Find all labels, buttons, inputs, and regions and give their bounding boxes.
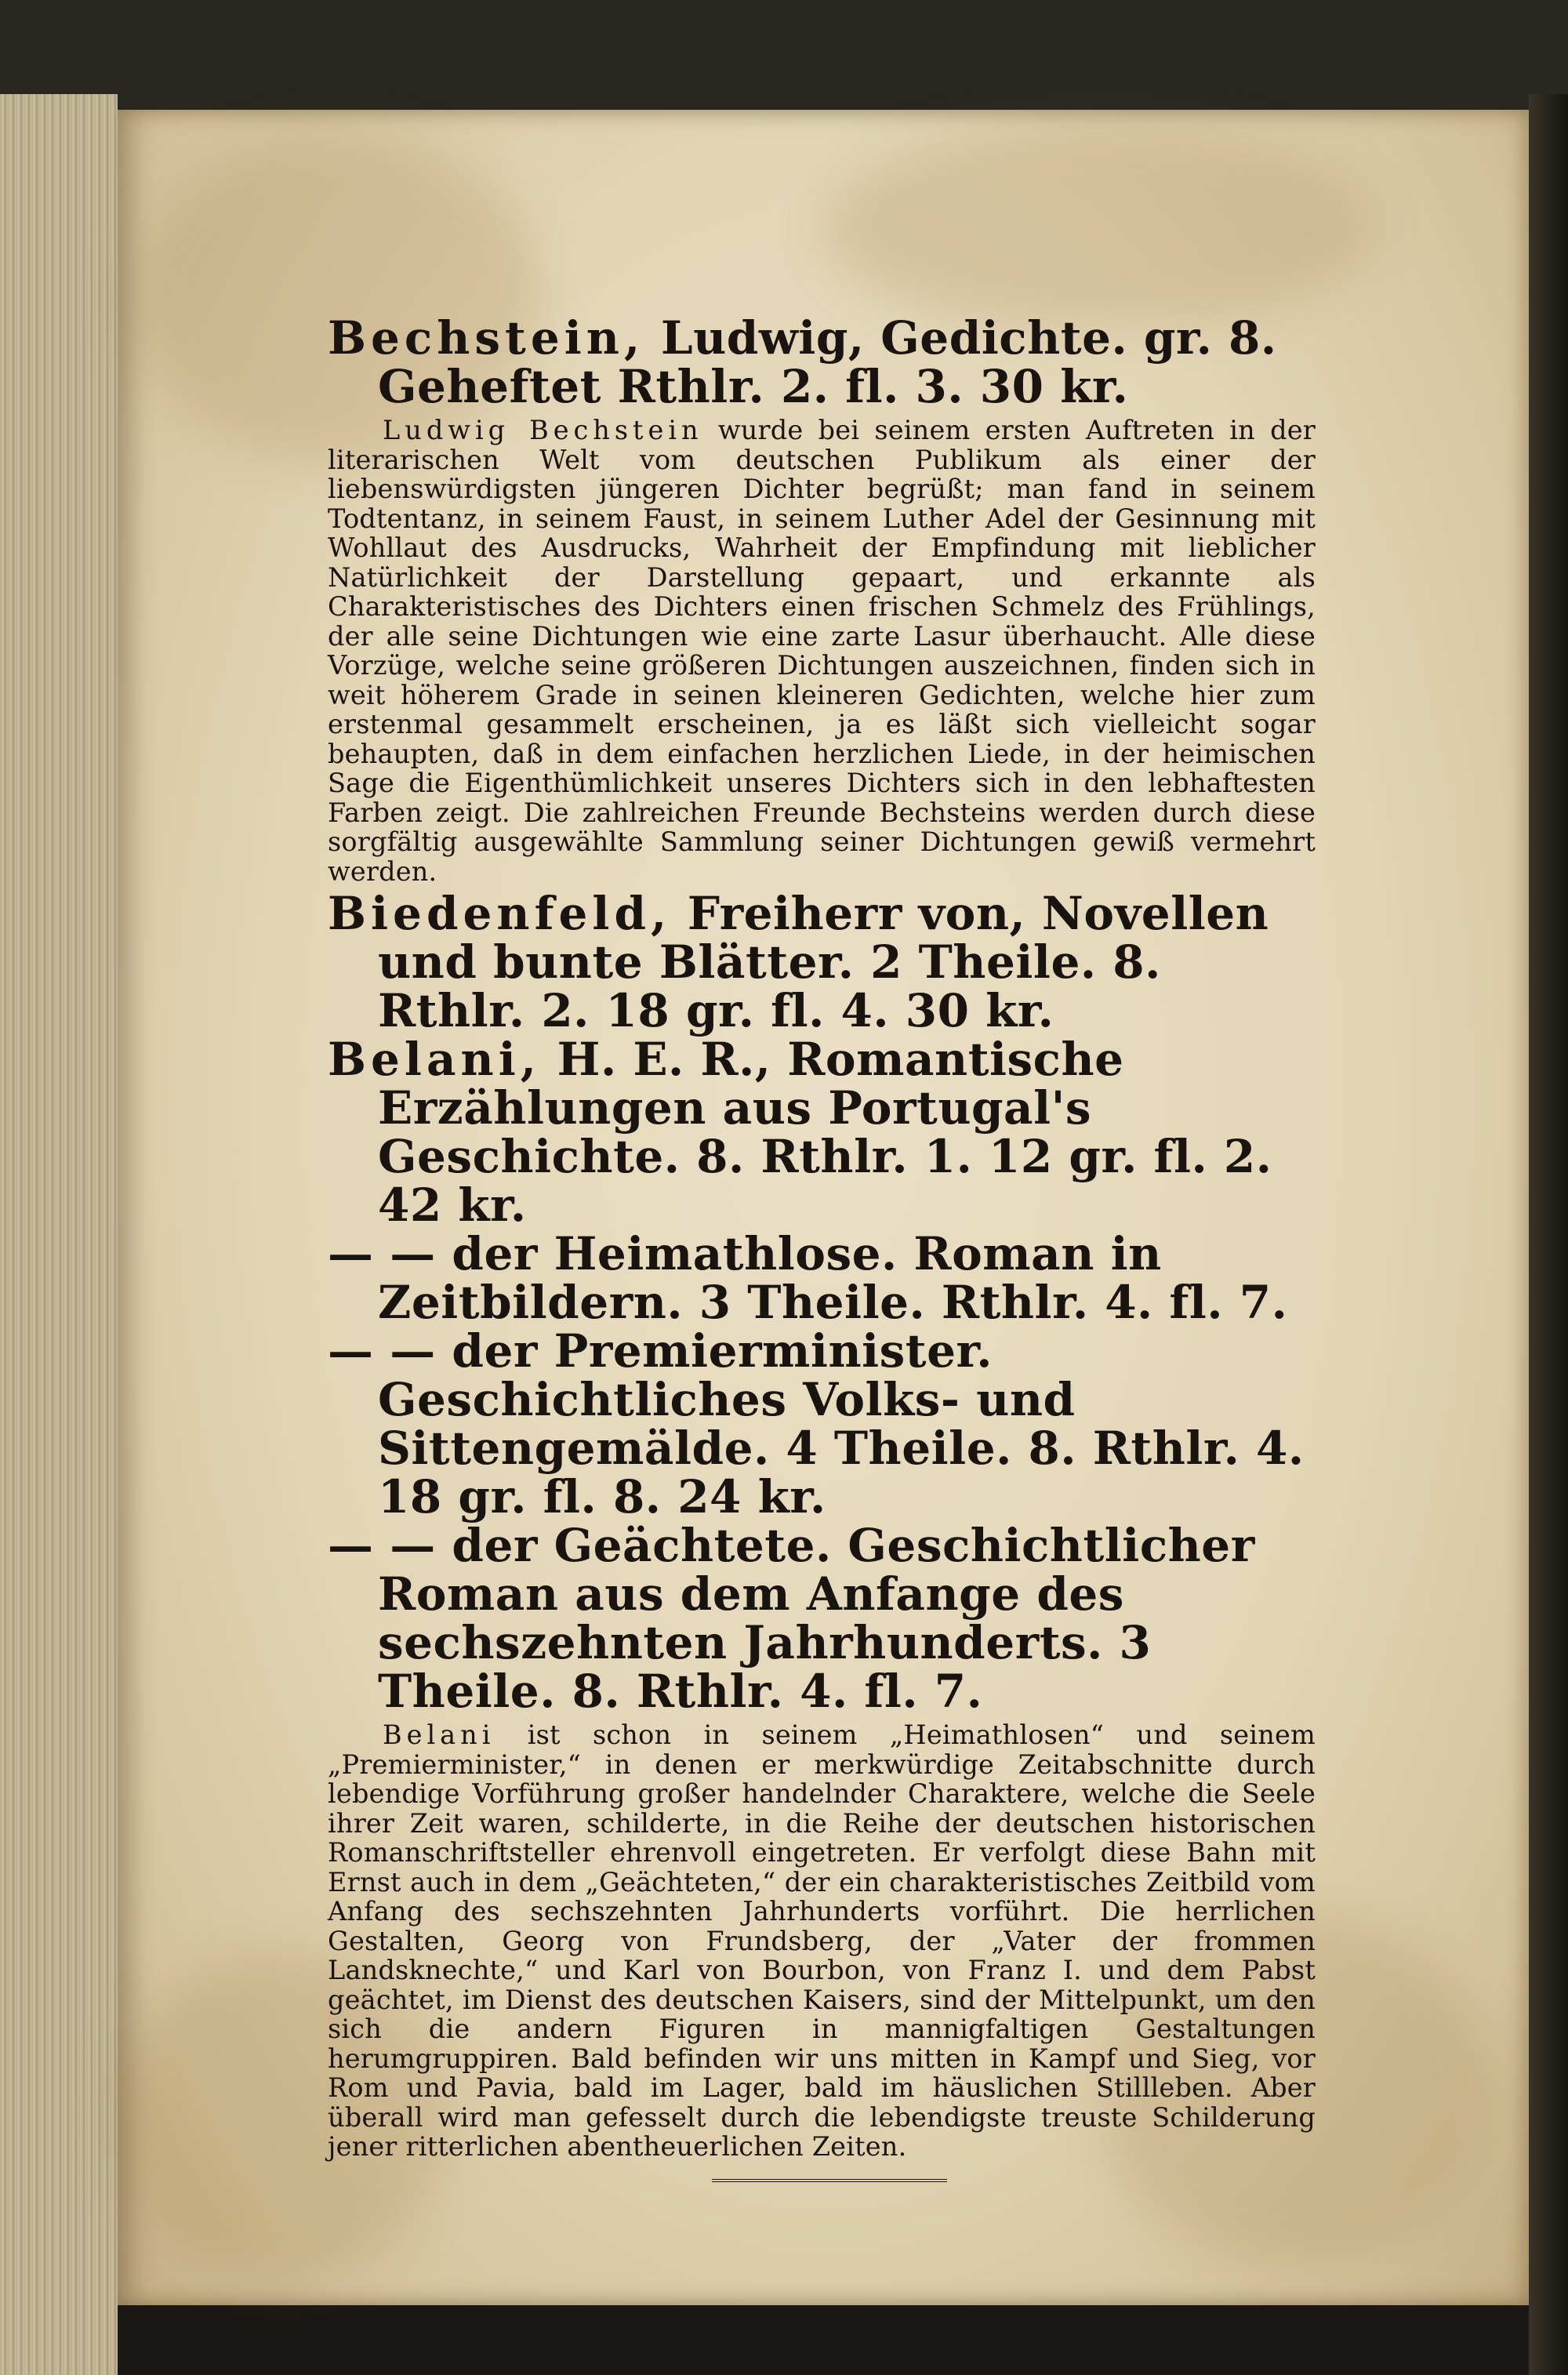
ditto-mark: — — bbox=[328, 1519, 436, 1572]
entry-heading bbox=[328, 1229, 1316, 1327]
paper-stain bbox=[823, 125, 1372, 329]
entry-details: H. E. R., Romantische Erzählungen aus Portugal's Geschichte. 8. Rthlr. 1. 12 gr. fl. 2. 42 kr. bbox=[378, 1033, 1272, 1232]
entry-details: der Geächtete. Geschichtlicher Roman aus dem Anfange des sechszehnten Jahrhunderts. 3 Theile. 8. Rthlr. 4. fl. 7. bbox=[378, 1519, 1255, 1718]
entry-description bbox=[328, 416, 1316, 886]
author-name: Ludwig Bechstein bbox=[383, 415, 703, 445]
page-edges bbox=[0, 94, 118, 2375]
entry-heading bbox=[328, 889, 1316, 1035]
author-name: Bechstein, bbox=[328, 311, 645, 365]
entry-heading bbox=[328, 1324, 1316, 1523]
entry-details: der Heimathlose. Roman in Zeitbildern. 3 Theile. Rthlr. 4. fl. 7. bbox=[378, 1227, 1288, 1329]
entry-details: Ludwig, Gedichte. gr. 8. Geheftet Rthlr. 2. fl. 3. 30 kr. bbox=[378, 311, 1277, 413]
entry-description bbox=[328, 1720, 1316, 2162]
entry-heading bbox=[328, 1521, 1316, 1716]
entry-heading bbox=[328, 1033, 1316, 1232]
ditto-mark: — — bbox=[328, 1324, 436, 1378]
catalog-text bbox=[328, 311, 1316, 2187]
end-rule-divider bbox=[712, 2179, 947, 2187]
author-name: Belani, bbox=[328, 1033, 541, 1086]
entry-details: Freiherr von, Novellen und bunte Blätter. 2 Theile. 8. Rthlr. 2. 18 gr. fl. 4. 30 kr. bbox=[378, 887, 1269, 1037]
entry-details: der Premierminister. Geschichtliches Volks- und Sittengemälde. 4 Theile. 8. Rthlr. 4. 18 gr. fl. 8. 24 kr. bbox=[378, 1324, 1305, 1523]
book-cover-edge bbox=[1529, 94, 1568, 2375]
author-name: Biedenfeld, bbox=[328, 887, 672, 940]
ditto-mark: — — bbox=[328, 1227, 436, 1280]
author-name: Belani bbox=[383, 1720, 495, 1750]
entry-heading bbox=[328, 311, 1316, 413]
description-text: ist schon in seinem „Heimathlosen“ und seinem „Premierminister,“ in denen er merkwürdige Zeitabschnitte durch lebendige Vorführung großer handelnder Charaktere, welche die Seele ihrer Zeit waren, schilderte, in die Reihe der deutschen historischen Romanschriftsteller ehrenvoll eingetreten. Er verfolgt diese Bahn mit Ernst auch in dem „Geächteten,“ der ein charakteristisches Zeitbild vom Anfang des sechszehnten Jahrhunderts vorführt. Die herrlichen Gestalten, Georg von Frundsberg, der „Vater der frommen Landsknechte,“ und Karl von Bourbon, von Franz I. und dem Pabst geächtet, im Dienst des deutschen Kaisers, sind der Mittelpunkt, um den sich die andern Figuren in mannigfaltigen Gestaltungen herumgruppiren. Bald befinden wir uns mitten in Kampf und Sieg, vor Rom und Pavia, bald im Lager, bald im häuslichen Stillleben. Aber überall wird man gefesselt durch die lebendigste treuste Schilderung jener ritterlichen abentheuerlichen Zeiten. bbox=[328, 1720, 1316, 2162]
description-text: wurde bei seinem ersten Auftreten in der literarischen Welt vom deutschen Publikum als einer der liebenswürdigsten jüngeren Dichter begrüßt; man fand in seinem Todtentanz, in seinem Faust, in seinem Luther Adel der Gesinnung mit Wohllaut des Ausdrucks, Wahrheit der Empfindung mit lieblicher Natürlichkeit der Darstellung gepaart, und erkannte als Charakteristisches des Dichters einen frischen Schmelz des Frühlings, der alle seine Dichtungen wie eine zarte Lasur überhaucht. Alle diese Vorzüge, welche seine größeren Dichtungen auszeichnen, finden sich in weit höherem Grade in seinen kleineren Gedichten, welche hier zum erstenmal gesammelt erscheinen, ja es läßt sich vielleicht sogar behaupten, daß in dem einfachen herzlichen Liede, in der heimischen Sage die Eigenthümlichkeit unseres Dichters sich in den lebhaftesten Farben zeigt. Die zahlreichen Freunde Bechsteins werden durch diese sorgfältig ausgewählte Sammlung seiner Dichtungen gewiß vermehrt werden. bbox=[328, 415, 1316, 887]
